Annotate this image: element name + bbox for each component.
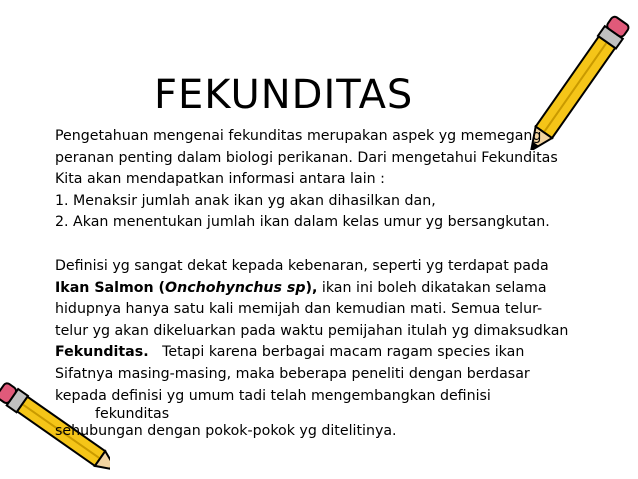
- text-span: Tetapi karena berbagai macam ragam species ikan: [148, 344, 525, 361]
- text-line: 1. Menaksir jumlah anak ikan yg akan dihasilkan dan,: [55, 192, 436, 209]
- text-line: peranan penting dalam biologi perikanan. Dari mengetahui Fekunditas: [55, 149, 558, 166]
- text-line: Definisi yg sangat dekat kepada kebenaran, seperti yg terdapat pada: [55, 257, 549, 274]
- text-line: 2. Akan menentukan jumlah ikan dalam kelas umur yg bersangkutan.: [55, 214, 550, 231]
- text-line: telur yg akan dikeluarkan pada waktu pemijahan itulah yg dimaksudkan: [55, 322, 569, 339]
- text-line: Kita akan mendapatkan informasi antara lain :: [55, 171, 385, 188]
- species-name: Onchohynchus sp: [165, 279, 306, 296]
- text-line: Sifatnya masing-masing, maka beberapa peneliti dengan berdasar: [55, 365, 530, 382]
- text-line: hidupnya hanya satu kali memijah dan kemudian mati. Semua telur-: [55, 301, 543, 318]
- text-line: sehubungan dengan pokok-pokok yg ditelitinya.: [55, 423, 397, 440]
- text-line: kepada definisi yg umum tadi telah mengembangkan definisi: [55, 387, 491, 404]
- text-line: [55, 278, 595, 300]
- bold-text: ),: [305, 279, 318, 296]
- slide-title: FEKUNDITAS: [154, 72, 414, 118]
- text-line: [55, 342, 595, 364]
- term-fekunditas: Fekunditas.: [55, 344, 149, 361]
- text-span: ikan ini boleh dikatakan selama: [317, 279, 547, 296]
- slide-body: [55, 126, 595, 443]
- text-line: Pengetahuan mengenai fekunditas merupakan aspek yg memegang: [55, 128, 542, 144]
- bold-text: Ikan Salmon (: [55, 279, 166, 296]
- text-line-overlap: fekunditas: [95, 406, 170, 422]
